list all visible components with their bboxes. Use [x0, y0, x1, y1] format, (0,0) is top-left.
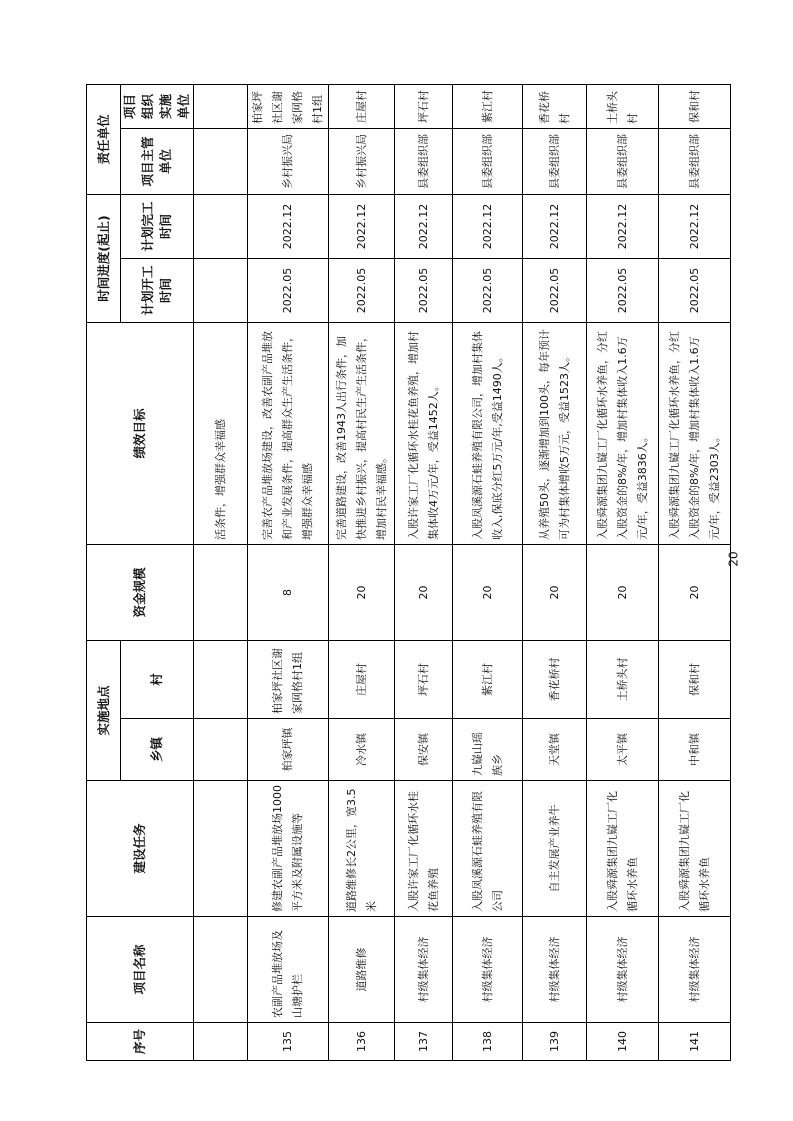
implementer-cell: 保和村 [659, 84, 731, 128]
funds-cell: 20 [523, 544, 587, 640]
target-cell: 完善道路建设，改善1943人出行条件，加快推进乡村振兴，提高村民生产生活条件，增加村民幸福感。 [329, 322, 395, 544]
seq-cell: 135 [248, 1023, 329, 1061]
supervisor-cell: 乡村振兴局 [248, 128, 329, 194]
header-location: 实施地点 [87, 640, 121, 780]
header-end: 计划完工时间 [121, 194, 194, 258]
funds-cell: 20 [659, 544, 731, 640]
seq-cell: 140 [587, 1023, 659, 1061]
supervisor-cell: 县委组织部 [659, 128, 731, 194]
project-name-cell: 村级集体经济 [523, 917, 587, 1023]
start-cell: 2022.05 [248, 258, 329, 322]
village-cell: 紫江村 [453, 640, 523, 718]
supervisor-cell: 乡村振兴局 [329, 128, 395, 194]
town-cell: 冷水镇 [329, 719, 395, 781]
header-responsible: 责任单位 [87, 84, 121, 194]
target-cell: 入股舜源集团九嶷工厂化循环水养鱼，分红入股资金的8%/年，增加村集体收入1.6万元/年，受益2303人。 [659, 322, 731, 544]
task-cell: 修建农副产品堆放场1000平方米及附属设施等 [248, 781, 329, 917]
seq-cell: 141 [659, 1023, 731, 1061]
supervisor-cell: 县委组织部 [587, 128, 659, 194]
village-cell: 保和村 [659, 640, 731, 718]
end-cell: 2022.12 [395, 194, 453, 258]
task-cell: 入股凤溪源石蛙养殖有限公司 [453, 781, 523, 917]
page-number: 20 [726, 551, 741, 567]
end-cell: 2022.12 [248, 194, 329, 258]
task-cell: 入股许家工厂化循环水桂花鱼养殖 [395, 781, 453, 917]
start-cell: 2022.05 [329, 258, 395, 322]
header-funds: 资金规模 [87, 544, 194, 640]
target-cell: 活条件，增强群众幸福感 [194, 322, 248, 544]
header-target: 绩效目标 [87, 322, 194, 544]
end-cell: 2022.12 [329, 194, 395, 258]
implementer-cell: 香花桥村 [523, 84, 587, 128]
implementer-cell: 柏家坪社区谢家网格村1组 [248, 84, 329, 128]
table-row [453, 84, 523, 1060]
rotated-table-container [86, 85, 721, 1061]
end-cell: 2022.12 [659, 194, 731, 258]
village-cell: 坪石村 [395, 640, 453, 718]
town-cell: 柏家坪镇 [248, 719, 329, 781]
village-cell: 庄屋村 [329, 640, 395, 718]
town-cell: 中和镇 [659, 719, 731, 781]
town-cell: 天堂镇 [523, 719, 587, 781]
village-cell: 柏家坪社区谢家网格村1组 [248, 640, 329, 718]
project-name-cell: 村级集体经济 [453, 917, 523, 1023]
project-table [86, 84, 731, 1061]
table-row [395, 84, 453, 1060]
task-cell: 自主发展产业养牛 [523, 781, 587, 917]
start-cell: 2022.05 [587, 258, 659, 322]
project-name-cell: 村级集体经济 [587, 917, 659, 1023]
funds-cell: 20 [329, 544, 395, 640]
seq-cell: 136 [329, 1023, 395, 1061]
task-cell: 入股舜源集团九嶷工厂化循环水养鱼 [659, 781, 731, 917]
project-name-cell: 道路维修 [329, 917, 395, 1023]
implementer-cell: 紫江村 [453, 84, 523, 128]
village-cell: 香花桥村 [523, 640, 587, 718]
funds-cell: 20 [587, 544, 659, 640]
start-cell: 2022.05 [453, 258, 523, 322]
target-cell: 完善农产品堆放场建设，改善农副产品堆放和产业发展条件，提高群众生产生活条件，增强群众幸福感 [248, 322, 329, 544]
start-cell: 2022.05 [523, 258, 587, 322]
town-cell: 保安镇 [395, 719, 453, 781]
implementer-cell: 坪石村 [395, 84, 453, 128]
project-name-cell: 村级集体经济 [395, 917, 453, 1023]
header-town: 乡镇 [121, 719, 194, 781]
end-cell: 2022.12 [523, 194, 587, 258]
implementer-cell: 土桥头村 [587, 84, 659, 128]
header-seq: 序号 [87, 1023, 194, 1061]
village-cell: 土桥头村 [587, 640, 659, 718]
target-cell: 入股许家工厂化循环水桂花鱼养殖，增加村集体收4万元/年，受益1452人。 [395, 322, 453, 544]
header-village: 村 [121, 640, 194, 718]
table-row-carry-over [194, 84, 248, 1060]
table-row [523, 84, 587, 1060]
town-cell: 太平镇 [587, 719, 659, 781]
task-cell: 道路维修长2公里，宽3.5米 [329, 781, 395, 917]
header-implementer: 项目组织实施单位 [121, 84, 194, 128]
town-cell: 九嶷山瑶族乡 [453, 719, 523, 781]
seq-cell: 137 [395, 1023, 453, 1061]
header-task: 建设任务 [87, 781, 194, 917]
table-row [248, 84, 329, 1060]
target-cell: 入股舜源集团九嶷工厂化循环水养鱼，分红入股资金的8%/年，增加村集体收入1.6万元/年，受益3836人。 [587, 322, 659, 544]
table-row [587, 84, 659, 1060]
supervisor-cell: 县委组织部 [453, 128, 523, 194]
seq-cell: 138 [453, 1023, 523, 1061]
header-project-name: 项目名称 [87, 917, 194, 1023]
header-schedule: 时间进度(起止) [87, 194, 121, 322]
project-name-cell: 村级集体经济 [659, 917, 731, 1023]
end-cell: 2022.12 [587, 194, 659, 258]
target-cell: 从养殖50头，逐渐增加到100头，每年预计可为村集体增收5万元，受益1523人。 [523, 322, 587, 544]
table-row [329, 84, 395, 1060]
funds-cell: 20 [395, 544, 453, 640]
task-cell: 入股舜源集团九嶷工厂化循环水养鱼 [587, 781, 659, 917]
start-cell: 2022.05 [395, 258, 453, 322]
header-start: 计划开工时间 [121, 258, 194, 322]
seq-cell: 139 [523, 1023, 587, 1061]
funds-cell: 8 [248, 544, 329, 640]
implementer-cell: 庄屋村 [329, 84, 395, 128]
supervisor-cell: 县委组织部 [395, 128, 453, 194]
target-cell: 入股凤溪源石蛙养殖有限公司，增加村集体收入,保底分红5万元/年,受益1490人。 [453, 322, 523, 544]
project-name-cell: 农副产品堆放场及山塘护栏 [248, 917, 329, 1023]
start-cell: 2022.05 [659, 258, 731, 322]
end-cell: 2022.12 [453, 194, 523, 258]
supervisor-cell: 县委组织部 [523, 128, 587, 194]
header-supervisor: 项目主管单位 [121, 128, 194, 194]
table-row [659, 84, 731, 1060]
funds-cell: 20 [453, 544, 523, 640]
